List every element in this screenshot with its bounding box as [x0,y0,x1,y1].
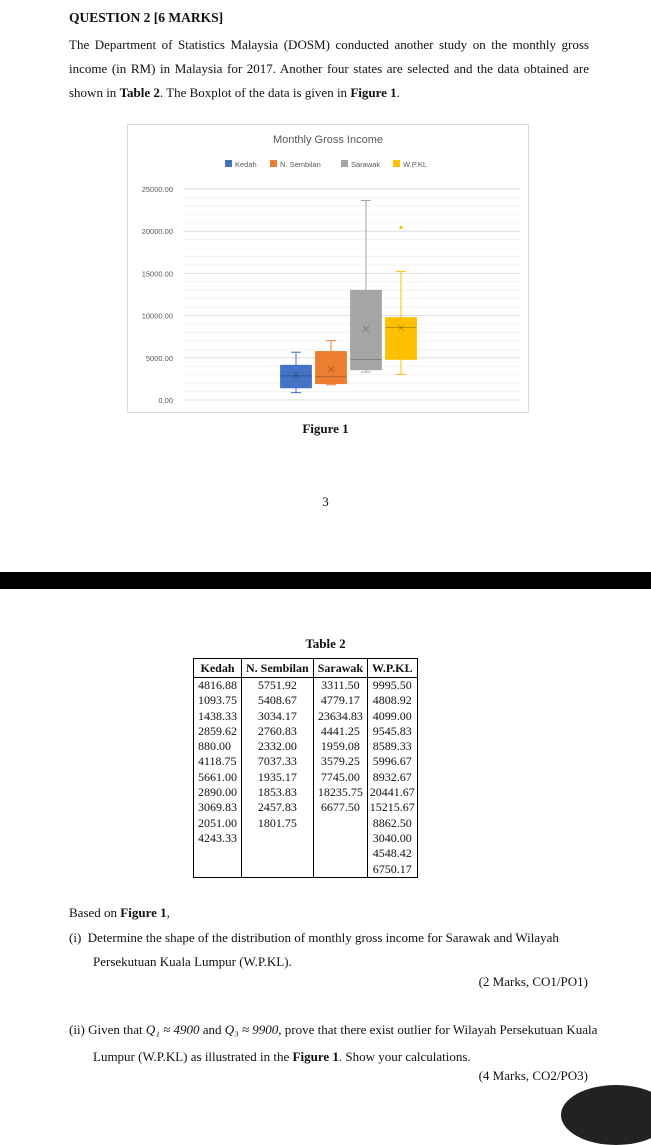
y-tick-label: 20000.00 [141,227,173,237]
y-tick-label: 25000.00 [141,185,173,194]
col-header-kedah: Kedah [194,659,242,678]
y-tick-label: 5000.00 [145,353,173,363]
table-cell: 9995.50 [372,678,412,692]
table-cell: 1959.08 [320,739,360,754]
question-ii-q1: Q₁ ≈ 4900 [145,1022,200,1037]
question-ii-figure-ref: Figure 1 [292,1049,339,1064]
intro-table-ref: Table 2 [119,85,160,100]
box [316,351,347,383]
page-number: 3 [322,494,329,509]
table-cell: 2859.62 [198,723,237,738]
table-cell: 18235.75 [317,785,363,800]
question-ii-text-c: . Show your calculations. [338,1049,471,1064]
table-cell: 4548.42 [372,846,412,861]
table-cell: 880.00 [198,739,231,754]
table-cell: 2332.00 [257,739,297,754]
table-cell: 4118.75 [198,754,237,769]
table-body-row [194,678,418,878]
col-sarawak [313,678,367,878]
based-on-figure-ref: Figure 1 [120,905,167,920]
boxplot-chart [127,124,529,413]
based-on-text: Based on [69,905,121,920]
table-cell: 15215.67 [369,800,415,815]
table-cell: 7037.33 [257,754,297,769]
table-cell: 1438.33 [198,708,237,723]
legend-swatch [341,160,348,167]
table-cell: 8932.67 [372,769,412,784]
table-cell: 5661.00 [198,769,237,784]
table-cell: 3034.17 [257,708,297,723]
table-cell: 4441.25 [320,723,360,738]
table-cell: 23634.83 [317,708,363,723]
table-cell: 1093.75 [198,693,237,708]
table-cell: 4816.88 [198,678,237,692]
table-cell: 1801.75 [257,815,297,830]
table-cell: 3069.83 [198,800,237,815]
col-wpkl [368,678,417,878]
legend-label: Sarawak [351,160,381,169]
legend-label: W.P.KL [403,160,428,169]
table-cell: 6677.50 [320,800,360,815]
col-header-n-sembilan: N. Sembilan [242,659,314,678]
question-title: QUESTION 2 [6 MARKS] [69,10,224,25]
chart-title: Monthly Gross Income [272,134,384,146]
question-ii-text-a: Given that [88,1022,146,1037]
figure-caption: Figure 1 [302,421,349,436]
question-ii-q3: Q₃ ≈ 9900 [224,1022,279,1037]
table-cell: 5996.67 [372,754,412,769]
question-i-text: Determine the shape of the distribution of monthly gross income for Sarawak and Wilayah Persekutuan Kuala Lumpur (W.P.KL). [87,930,559,969]
table-cell: 5751.92 [257,678,297,692]
table-cell: 4779.17 [320,693,360,708]
table-header-row [194,659,418,678]
y-tick-label: 10000.00 [141,311,173,321]
table-cell: 6750.17 [372,861,412,876]
intro-text-1: The Department of Statistics Malaysia (DOSM) conducted another study on the monthly gross income (in RM) in Malaysia for 2017. Another four states are selected and the data obtained are shown in [69,37,589,100]
outlier-point [399,226,402,229]
box [351,290,382,370]
table-cell: 1935.17 [257,769,297,784]
table-cell: 7745.00 [320,769,360,784]
y-tick-label: 0.00 [158,396,173,405]
boxplot-svg [128,125,528,412]
col-header-wpkl: W.P.KL [368,659,417,678]
question-ii-marks: (4 Marks, CO2/PO3) [478,1068,588,1083]
question-i [69,926,613,974]
table-cell: 9545.83 [372,723,412,738]
box [281,365,312,388]
question-i-number: (i) [69,930,82,945]
table-cell: 3579.25 [320,754,360,769]
question-ii-and: and [199,1022,225,1037]
table-caption: Table 2 [305,636,346,651]
table-cell: 8862.50 [372,815,412,830]
question-ii-number: (ii) [69,1022,85,1037]
question-ii-text-b: , prove that there exist outlier for Wilayah Persekutuan Kuala Lumpur (W.P.KL) as illustrated in the [93,1022,598,1064]
table-cell: 3040.00 [372,830,412,845]
data-table [193,658,418,878]
page-divider [0,572,651,589]
intro-figure-ref: Figure 1 [350,85,397,100]
legend-swatch [393,160,400,167]
intro-text-2: . The Boxplot of the data is given in [159,85,351,100]
table-cell: 2051.00 [198,815,237,830]
corner-shadow [561,1085,651,1145]
box [386,318,417,360]
legend-swatch [270,160,277,167]
intro-text-3: . [396,85,400,100]
legend-swatch [225,160,232,167]
legend-label: Kedah [235,160,257,169]
legend-label: N. Sembilan [280,160,321,169]
table-cell: 5408.67 [257,693,297,708]
table-cell: 4243.33 [198,830,237,845]
table-cell: 2890.00 [198,785,237,800]
col-n-sembilan [242,678,314,878]
based-on-comma: , [166,905,170,920]
y-tick-label: 15000.00 [141,269,173,279]
table-cell: 4099.00 [372,708,412,723]
table-cell: 4808.92 [372,693,412,708]
col-header-sarawak: Sarawak [313,659,367,678]
question-intro [69,33,589,105]
table-cell: 20441.67 [369,785,415,800]
based-on-line [69,905,170,921]
table-cell: 1853.83 [257,785,297,800]
table-cell: 2760.83 [257,723,297,738]
table-cell: 2457.83 [257,800,297,815]
col-kedah [194,678,242,878]
question-i-marks: (2 Marks, CO1/PO1) [478,974,588,989]
table-cell: 8589.33 [372,739,412,754]
table-cell: 3311.50 [321,678,360,692]
question-ii [69,1016,613,1070]
